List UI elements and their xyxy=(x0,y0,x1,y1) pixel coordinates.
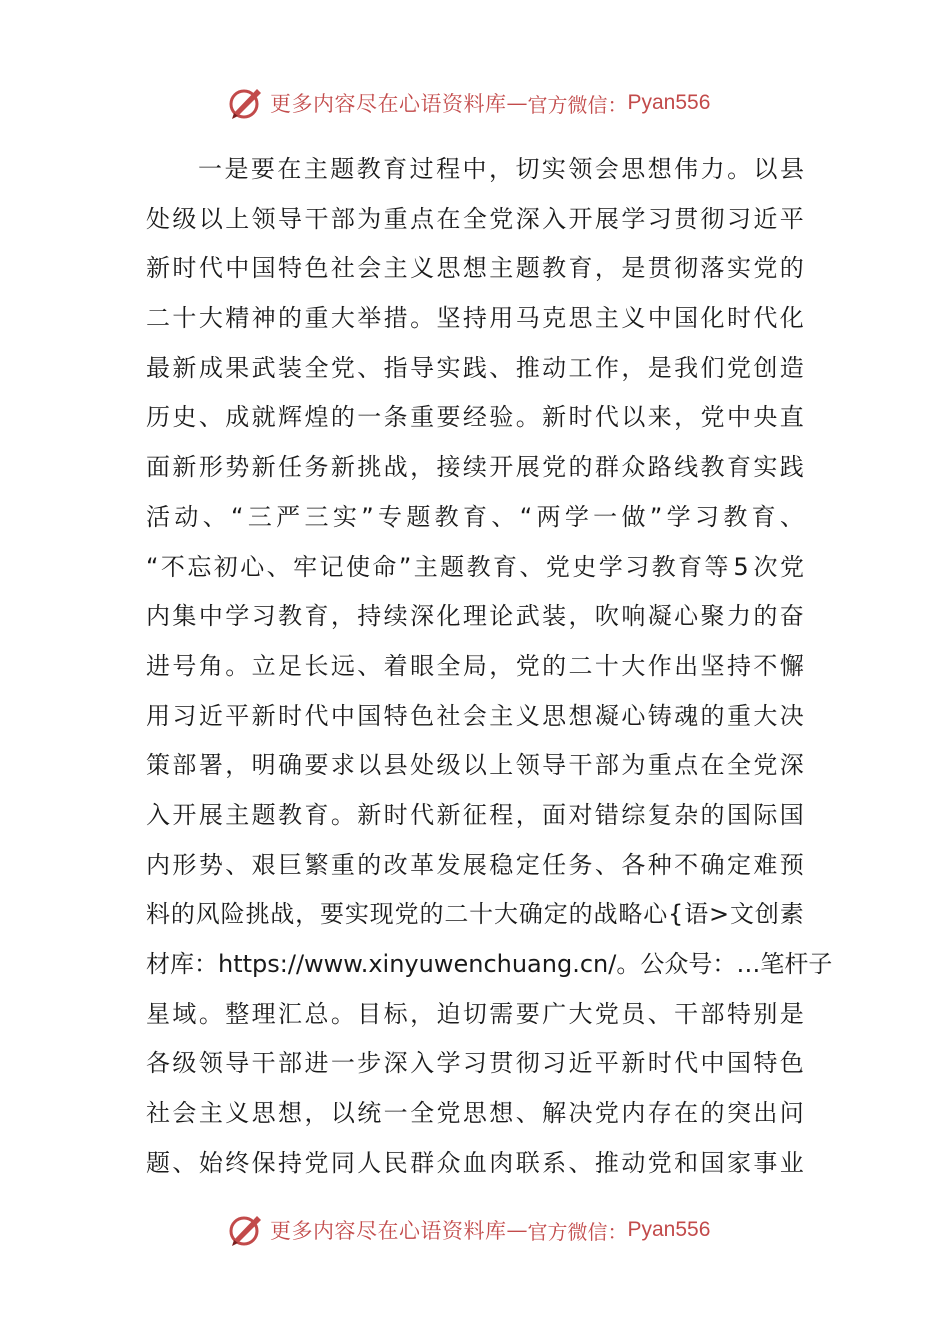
line-text: 各 级 领 导 干 部 进 一 步 深 入 学 习 贯 彻 习 近 平 新 时 代 中 国 特 色 xyxy=(146,1049,804,1078)
line-text: 新 时 代 中 国 特 色 社 会 主 义 思 想 主 题 教 育 ， 是 贯 彻 落 实 党 的 xyxy=(146,254,804,283)
text-line-21 xyxy=(146,1139,804,1189)
text-line-16 xyxy=(146,890,804,940)
line-text: 内 集 中 学 习 教 育 ， 持 续 深 化 理 论 武 装 ， 吹 响 凝 心 聚 力 的 奋 xyxy=(146,602,804,631)
line-text: 内 形 势 、 艰 巨 繁 重 的 改 革 发 展 稳 定 任 务 、 各 种 不 确 定 难 预 xyxy=(146,850,804,879)
line-text: 历 史 、 成 就 辉 煌 的 一 条 重 要 经 验 。 新 时 代 以 来 ， 党 中 央 直 xyxy=(146,403,804,432)
text-line-3 xyxy=(146,244,804,294)
text-line-11 xyxy=(146,642,804,692)
text-line-1 xyxy=(146,145,804,195)
text-line-14 xyxy=(146,791,804,841)
footer-site-text: 更多内容尽在心语资料库 xyxy=(270,1219,507,1243)
text-line-13 xyxy=(146,741,804,791)
text-line-18 xyxy=(146,990,804,1040)
text-line-2 xyxy=(146,195,804,245)
line-text: 入 开 展 主 题 教 育 。 新 时 代 新 征 程 ， 面 对 错 综 复 杂 的 国 际 国 xyxy=(146,800,804,829)
text-line-8 xyxy=(146,493,804,543)
header-account-id: Pyan556 xyxy=(627,91,711,114)
line-text: 策 部 署 ， 明 确 要 求 以 县 处 级 以 上 领 导 干 部 为 重 点 在 全 党 深 xyxy=(146,751,804,780)
footer-banner xyxy=(0,1205,950,1255)
text-line-4 xyxy=(146,294,804,344)
line-text: 一 是 要 在 主 题 教 育 过 程 中 ， 切 实 领 会 思 想 伟 力 。 以 县 xyxy=(198,155,804,183)
line-text: “ 不 忘 初 心 、 牢 记 使 命 ” 主 题 教 育 、 党 史 学 习 教 育 等 5 次 党 xyxy=(146,552,804,581)
line-text: 社 会 主 义 思 想 ， 以 统 一 全 党 思 想 、 解 决 党 内 存 在 的 突 出 问 xyxy=(146,1099,804,1128)
text-line-19 xyxy=(146,1039,804,1089)
line-text: 料 的 风 险 挑 战 ， 要 实 现 党 的 二 十 大 确 定 的 战 略 心 { 语 > 文 创 素 xyxy=(146,900,804,929)
text-line-7 xyxy=(146,443,804,493)
line-text: 进 号 角 。 立 足 长 远 、 着 眼 全 局 ， 党 的 二 十 大 作 出 坚 持 不 懈 xyxy=(146,651,804,680)
header-dash: — xyxy=(506,91,528,115)
line-text: 活 动 、 “ 三 严 三 实 ” 专 题 教 育 、 “ 两 学 一 做 ” 学 习 教 育 、 xyxy=(146,502,804,531)
line-text: 面 新 形 势 新 任 务 新 挑 战 ， 接 续 开 展 党 的 群 众 路 线 教 育 实 践 xyxy=(146,453,804,482)
text-line-17 xyxy=(146,940,833,990)
line-text: 材 库 ： https://www.xinyuwenchuang.cn/ 。 公 众 号 ： … 笔 杆 子 xyxy=(146,950,833,978)
header-site-text: 更多内容尽在心语资料库 xyxy=(270,92,507,116)
pen-logo-icon xyxy=(226,1210,266,1250)
footer-account-label: 官方微信： xyxy=(527,1219,628,1244)
header-banner xyxy=(0,78,950,128)
text-line-10 xyxy=(146,592,804,642)
line-text: 题 、 始 终 保 持 党 同 人 民 群 众 血 肉 联 系 、 推 动 党 和 国 家 事 业 xyxy=(146,1148,804,1177)
text-line-12 xyxy=(146,692,804,742)
header-account-label: 官方微信： xyxy=(527,92,628,117)
line-text: 二 十 大 精 神 的 重 大 举 措 。 坚 持 用 马 克 思 主 义 中 国 化 时 代 化 xyxy=(146,304,804,333)
text-line-6 xyxy=(146,393,804,443)
document-body xyxy=(146,145,833,1188)
line-text: 最 新 成 果 武 装 全 党 、 指 导 实 践 、 推 动 工 作 ， 是 我 们 党 创 造 xyxy=(146,353,804,382)
text-line-20 xyxy=(146,1089,804,1139)
text-line-5 xyxy=(146,344,804,394)
line-text: 处 级 以 上 领 导 干 部 为 重 点 在 全 党 深 入 开 展 学 习 贯 彻 习 近 平 xyxy=(146,204,804,233)
line-text: 星 域 。 整 理 汇 总 。 目 标 ， 迫 切 需 要 广 大 党 员 、 干 部 特 别 是 xyxy=(146,999,804,1028)
text-line-15 xyxy=(146,841,804,891)
text-line-9 xyxy=(146,543,804,593)
footer-dash: — xyxy=(506,1218,528,1242)
line-text: 用 习 近 平 新 时 代 中 国 特 色 社 会 主 义 思 想 凝 心 铸 魂 的 重 大 决 xyxy=(146,701,804,730)
pen-logo-icon xyxy=(226,83,266,123)
footer-account-id: Pyan556 xyxy=(627,1218,711,1241)
